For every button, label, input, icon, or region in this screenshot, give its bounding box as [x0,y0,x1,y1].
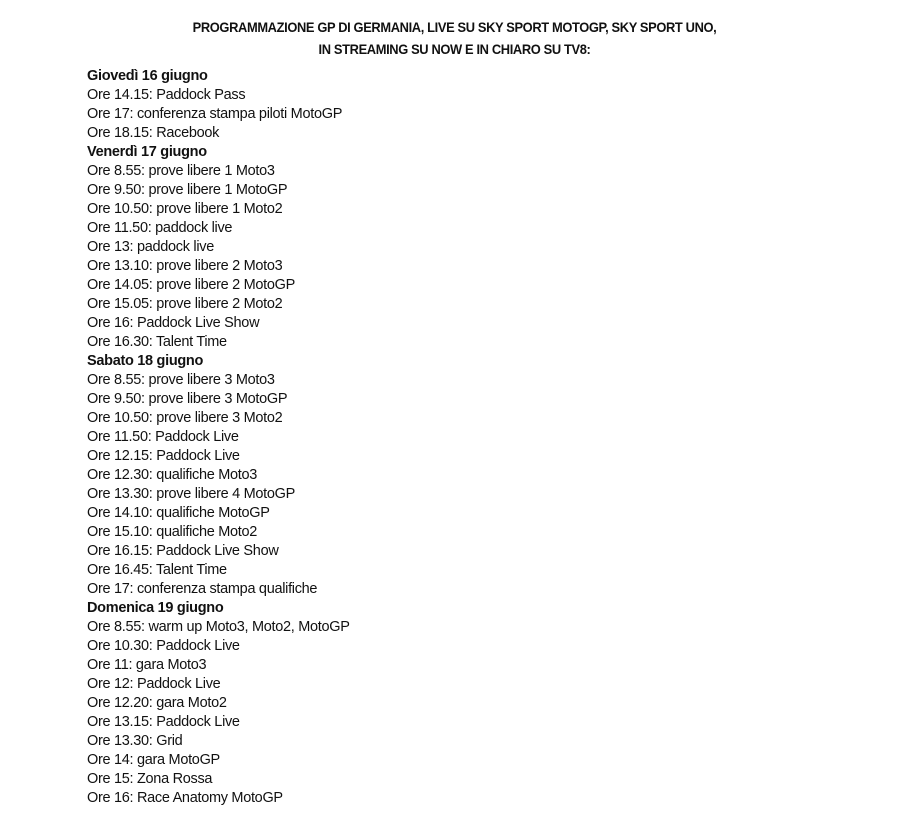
schedule-entry: Ore 12.20: gara Moto2 [87,695,227,711]
schedule-entry: Ore 18.15: Racebook [87,125,220,141]
title-line-1: PROGRAMMAZIONE GP DI GERMANIA, LIVE SU SKY SPORT MOTOGP, SKY SPORT UNO, [192,19,717,35]
schedule-entry: Ore 16: Paddock Live Show [87,315,260,331]
schedule-entry: Ore 13: paddock live [87,239,214,255]
title-line-2: IN STREAMING SU NOW E IN CHIARO SU TV8: [318,41,591,57]
schedule-entry: Ore 15: Zona Rossa [87,771,213,787]
schedule-entry: Ore 9.50: prove libere 1 MotoGP [87,182,288,198]
page-title [36,16,872,60]
day-heading: Domenica 19 giugno [87,600,224,616]
schedule-entry: Ore 15.10: qualifiche Moto2 [87,524,258,540]
day-section [87,67,607,143]
schedule-entry: Ore 10.50: prove libere 3 Moto2 [87,410,283,426]
schedule-entry: Ore 10.50: prove libere 1 Moto2 [87,201,283,217]
schedule-entry: Ore 16: Race Anatomy MotoGP [87,790,283,806]
schedule-entry: Ore 15.05: prove libere 2 Moto2 [87,296,283,312]
schedule-entry: Ore 12.15: Paddock Live [87,448,240,464]
schedule-entry: Ore 16.15: Paddock Live Show [87,543,279,559]
day-section [87,352,607,599]
day-heading: Venerdì 17 giugno [87,144,207,160]
schedule-entry: Ore 12: Paddock Live [87,676,221,692]
schedule-entry: Ore 8.55: prove libere 3 Moto3 [87,372,275,388]
schedule-entry: Ore 16.30: Talent Time [87,334,227,350]
schedule-entry: Ore 8.55: warm up Moto3, Moto2, MotoGP [87,619,350,635]
schedule-entry: Ore 14.05: prove libere 2 MotoGP [87,277,296,293]
schedule-entry: Ore 11.50: Paddock Live [87,429,239,445]
day-heading: Giovedì 16 giugno [87,68,208,84]
schedule-entry: Ore 16.45: Talent Time [87,562,227,578]
schedule-entry: Ore 13.30: Grid [87,733,183,749]
day-heading: Sabato 18 giugno [87,353,204,369]
schedule-entry: Ore 13.30: prove libere 4 MotoGP [87,486,296,502]
schedule-entry: Ore 17: conferenza stampa piloti MotoGP [87,106,343,122]
schedule-entry: Ore 13.10: prove libere 2 Moto3 [87,258,283,274]
schedule-entry: Ore 11: gara Moto3 [87,657,207,673]
day-section [87,143,607,352]
day-section [87,599,607,808]
schedule-entry: Ore 17: conferenza stampa qualifiche [87,581,318,597]
schedule-entry: Ore 14.15: Paddock Pass [87,87,246,103]
schedule-entry: Ore 13.15: Paddock Live [87,714,240,730]
schedule-entry: Ore 14.10: qualifiche MotoGP [87,505,270,521]
schedule-entry: Ore 14: gara MotoGP [87,752,220,768]
schedule-entry: Ore 9.50: prove libere 3 MotoGP [87,391,288,407]
schedule-entry: Ore 12.30: qualifiche Moto3 [87,467,258,483]
schedule-entry: Ore 10.30: Paddock Live [87,638,240,654]
schedule-list [87,67,607,808]
schedule-entry: Ore 8.55: prove libere 1 Moto3 [87,163,275,179]
schedule-entry: Ore 11.50: paddock live [87,220,233,236]
